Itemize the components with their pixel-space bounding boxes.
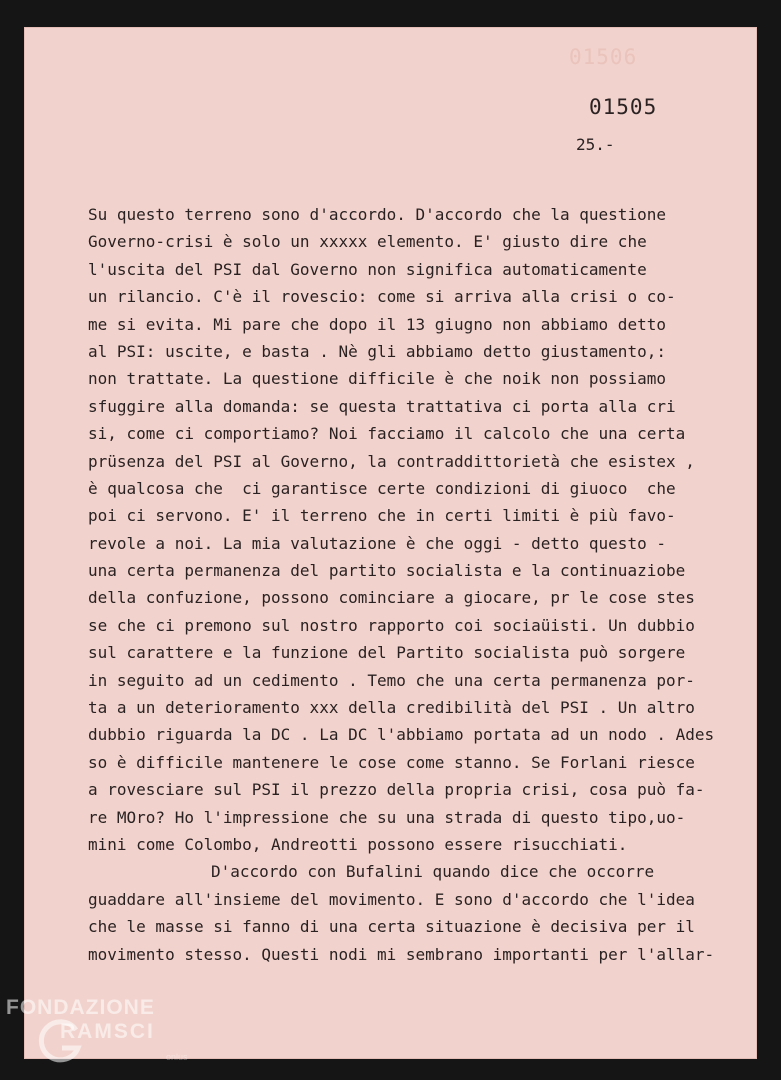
text-line: sfuggire alla domanda: se questa trattativa ci porta alla cri (88, 396, 676, 416)
typed-body (88, 201, 728, 968)
text-line: mini come Colombo, Andreotti possono essere risucchiati. (88, 834, 628, 854)
page-number: 01505 (589, 95, 658, 119)
text-line: revole a noi. La mia valutazione è che oggi - detto questo - (88, 533, 666, 553)
text-line: re MOro? Ho l'impressione che su una strada di questo tipo,uo- (88, 807, 686, 827)
text-line: che le masse si fanno di una certa situazione è decisiva per il (88, 917, 695, 937)
text-line: se che ci premono sul nostro rapporto coi sociaüisti. Un dubbio (88, 615, 695, 635)
text-line: una certa permanenza del partito socialista e la continuaziobe (88, 561, 686, 581)
text-line: prüsenza del PSI al Governo, la contraddittorietà che esistex , (88, 451, 695, 471)
text-line: guaddare all'insieme del movimento. E sono d'accordo che l'idea (88, 889, 695, 909)
text-line: Su questo terreno sono d'accordo. D'accordo che la questione (88, 205, 666, 224)
fondazione-gramsci-watermark (6, 996, 196, 1076)
bleed-through-page-number: 01506 (569, 45, 638, 69)
text-line: Governo-crisi è solo un xxxxx elemento. E' giusto dire che (88, 232, 647, 252)
text-line: a rovesciare sul PSI il prezzo della propria crisi, cosa può fa- (88, 780, 705, 800)
text-line: non trattate. La questione difficile è che noik non possiamo (88, 369, 666, 389)
watermark-line-1: FONDAZIONE (6, 996, 155, 1019)
document-page (24, 27, 757, 1059)
text-line: sul carattere e la funzione del Partito socialista può sorgere (88, 643, 686, 663)
text-line: della confuzione, possono cominciare a giocare, pr le cose stes (88, 588, 695, 608)
text-line: in seguito ad un cedimento . Temo che una certa permanenza por- (88, 670, 695, 690)
text-line: dubbio riguarda la DC . La DC l'abbiamo portata ad un nodo . Ades (88, 725, 715, 745)
watermark-line-2: RAMSCI (60, 1020, 155, 1043)
text-line: è qualcosa che ci garantisce certe condizioni di giuoco che (88, 478, 676, 498)
text-line: l'uscita del PSI dal Governo non significa automaticamente (88, 259, 647, 279)
text-line: un rilancio. C'è il rovescio: come si arriva alla crisi o co- (88, 287, 676, 307)
watermark-sub: onlus (166, 1052, 188, 1062)
text-line: si, come ci comportiamo? Noi facciamo il calcolo che una certa (88, 424, 686, 444)
text-line: ta a un deterioramento xxx della credibilità del PSI . Un altro (88, 698, 695, 718)
text-line-indented: D'accordo con Bufalini quando dice che occorre (211, 862, 655, 882)
text-line: al PSI: uscite, e basta . Nè gli abbiamo detto giustamento,: (88, 341, 666, 361)
text-line: so è difficile mantenere le cose come stanno. Se Forlani riesce (88, 752, 695, 772)
text-line: poi ci servono. E' il terreno che in certi limiti è più favo- (88, 506, 676, 526)
text-line: movimento stesso. Questi nodi mi sembrano importanti per l'allar- (88, 944, 715, 964)
text-line: me si evita. Mi pare che dopo il 13 giugno non abbiamo detto (88, 314, 666, 334)
section-number: 25.- (576, 135, 615, 154)
